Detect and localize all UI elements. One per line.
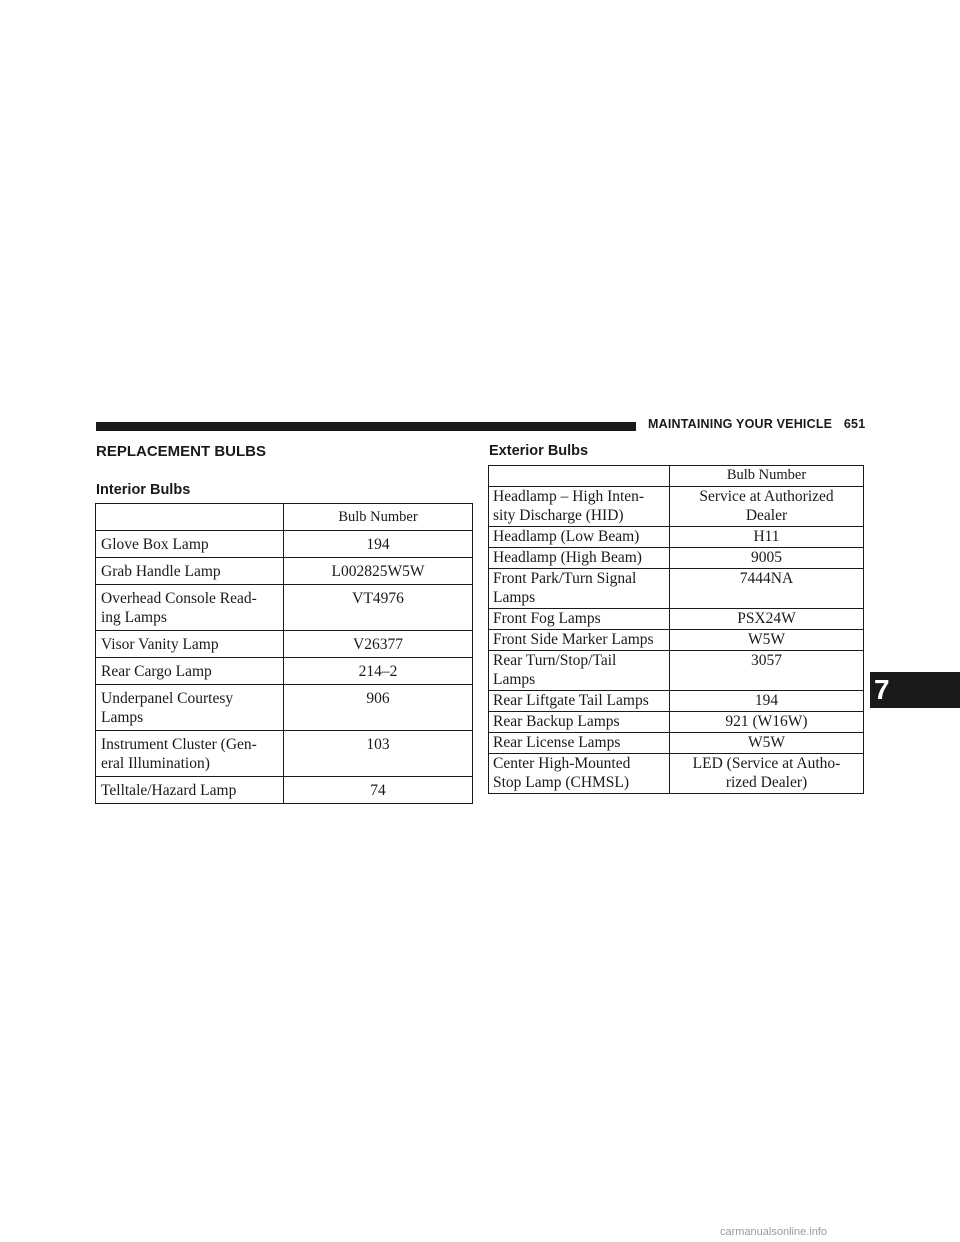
- lamp-name-cell: Telltale/Hazard Lamp: [96, 777, 284, 804]
- bulb-number-cell: PSX24W: [670, 609, 864, 630]
- header-section-title: MAINTAINING YOUR VEHICLE: [648, 417, 833, 431]
- exterior-bulbs-table: [488, 465, 864, 794]
- chapter-number: 7: [874, 674, 890, 705]
- bulb-number-cell: 906: [284, 685, 473, 731]
- lamp-name-cell: Overhead Console Read- ing Lamps: [96, 585, 284, 631]
- table-row: [489, 630, 864, 651]
- lamp-name-cell: Headlamp (Low Beam): [489, 527, 670, 548]
- lamp-name-cell: Visor Vanity Lamp: [96, 631, 284, 658]
- bulb-number-cell: 9005: [670, 548, 864, 569]
- lamp-name-cell: Headlamp (High Beam): [489, 548, 670, 569]
- table-row: [489, 609, 864, 630]
- bulb-number-cell: W5W: [670, 630, 864, 651]
- bulb-number-cell: V26377: [284, 631, 473, 658]
- bulb-number-cell: 103: [284, 731, 473, 777]
- bulb-number-cell: LED (Service at Autho- rized Dealer): [670, 754, 864, 794]
- lamp-name-cell: Center High-Mounted Stop Lamp (CHMSL): [489, 754, 670, 794]
- exterior-bulbs-body: [489, 466, 864, 794]
- bulb-number-cell: 194: [670, 691, 864, 712]
- column-header-bulb-number: Bulb Number: [284, 504, 473, 531]
- lamp-name-cell: Glove Box Lamp: [96, 531, 284, 558]
- bulb-number-cell: 74: [284, 777, 473, 804]
- lamp-name-cell: Front Fog Lamps: [489, 609, 670, 630]
- interior-bulbs-body: [96, 504, 473, 804]
- bulb-number-cell: H11: [670, 527, 864, 548]
- bulb-number-cell: 7444NA: [670, 569, 864, 609]
- table-row: [489, 733, 864, 754]
- chapter-tab: [870, 672, 960, 708]
- table-row: [489, 651, 864, 691]
- bulb-number-cell: 921 (W16W): [670, 712, 864, 733]
- table-row: [96, 777, 473, 804]
- table-row: [96, 531, 473, 558]
- lamp-name-cell: Rear Turn/Stop/Tail Lamps: [489, 651, 670, 691]
- table-row: [489, 487, 864, 527]
- bulb-number-cell: 194: [284, 531, 473, 558]
- interior-bulbs-table: [95, 503, 473, 804]
- lamp-name-cell: Rear License Lamps: [489, 733, 670, 754]
- page-title: REPLACEMENT BULBS: [96, 443, 267, 460]
- exterior-bulbs-heading: Exterior Bulbs: [489, 443, 589, 459]
- bulb-number-cell: L002825W5W: [284, 558, 473, 585]
- watermark: carmanualsonline.info: [720, 1226, 828, 1238]
- table-row: [489, 569, 864, 609]
- table-row: [96, 558, 473, 585]
- table-header-row: [489, 466, 864, 487]
- table-row: [96, 658, 473, 685]
- running-header: [648, 417, 865, 431]
- lamp-name-cell: Headlamp – High Inten- sity Discharge (HID): [489, 487, 670, 527]
- lamp-name-cell: Front Park/Turn Signal Lamps: [489, 569, 670, 609]
- table-row: [96, 585, 473, 631]
- lamp-name-cell: Rear Liftgate Tail Lamps: [489, 691, 670, 712]
- table-row: [96, 631, 473, 658]
- bulb-number-cell: 3057: [670, 651, 864, 691]
- lamp-name-cell: Underpanel Courtesy Lamps: [96, 685, 284, 731]
- column-header-bulb-number: Bulb Number: [670, 466, 864, 487]
- table-row: [489, 527, 864, 548]
- lamp-name-cell: Rear Backup Lamps: [489, 712, 670, 733]
- lamp-name-cell: Rear Cargo Lamp: [96, 658, 284, 685]
- bulb-number-cell: Service at Authorized Dealer: [670, 487, 864, 527]
- bulb-number-cell: 214–2: [284, 658, 473, 685]
- interior-bulbs-heading: Interior Bulbs: [96, 482, 191, 498]
- table-row: [489, 548, 864, 569]
- header-rule: [96, 422, 636, 431]
- bulb-number-cell: W5W: [670, 733, 864, 754]
- table-row: [96, 731, 473, 777]
- lamp-name-cell: Grab Handle Lamp: [96, 558, 284, 585]
- table-header-row: [96, 504, 473, 531]
- bulb-number-cell: VT4976: [284, 585, 473, 631]
- table-row: [96, 685, 473, 731]
- table-row: [489, 691, 864, 712]
- header-empty-cell: [96, 504, 284, 531]
- header-empty-cell: [489, 466, 670, 487]
- table-row: [489, 754, 864, 794]
- table-row: [489, 712, 864, 733]
- lamp-name-cell: Front Side Marker Lamps: [489, 630, 670, 651]
- page-number: 651: [843, 417, 866, 431]
- lamp-name-cell: Instrument Cluster (Gen- eral Illumination): [96, 731, 284, 777]
